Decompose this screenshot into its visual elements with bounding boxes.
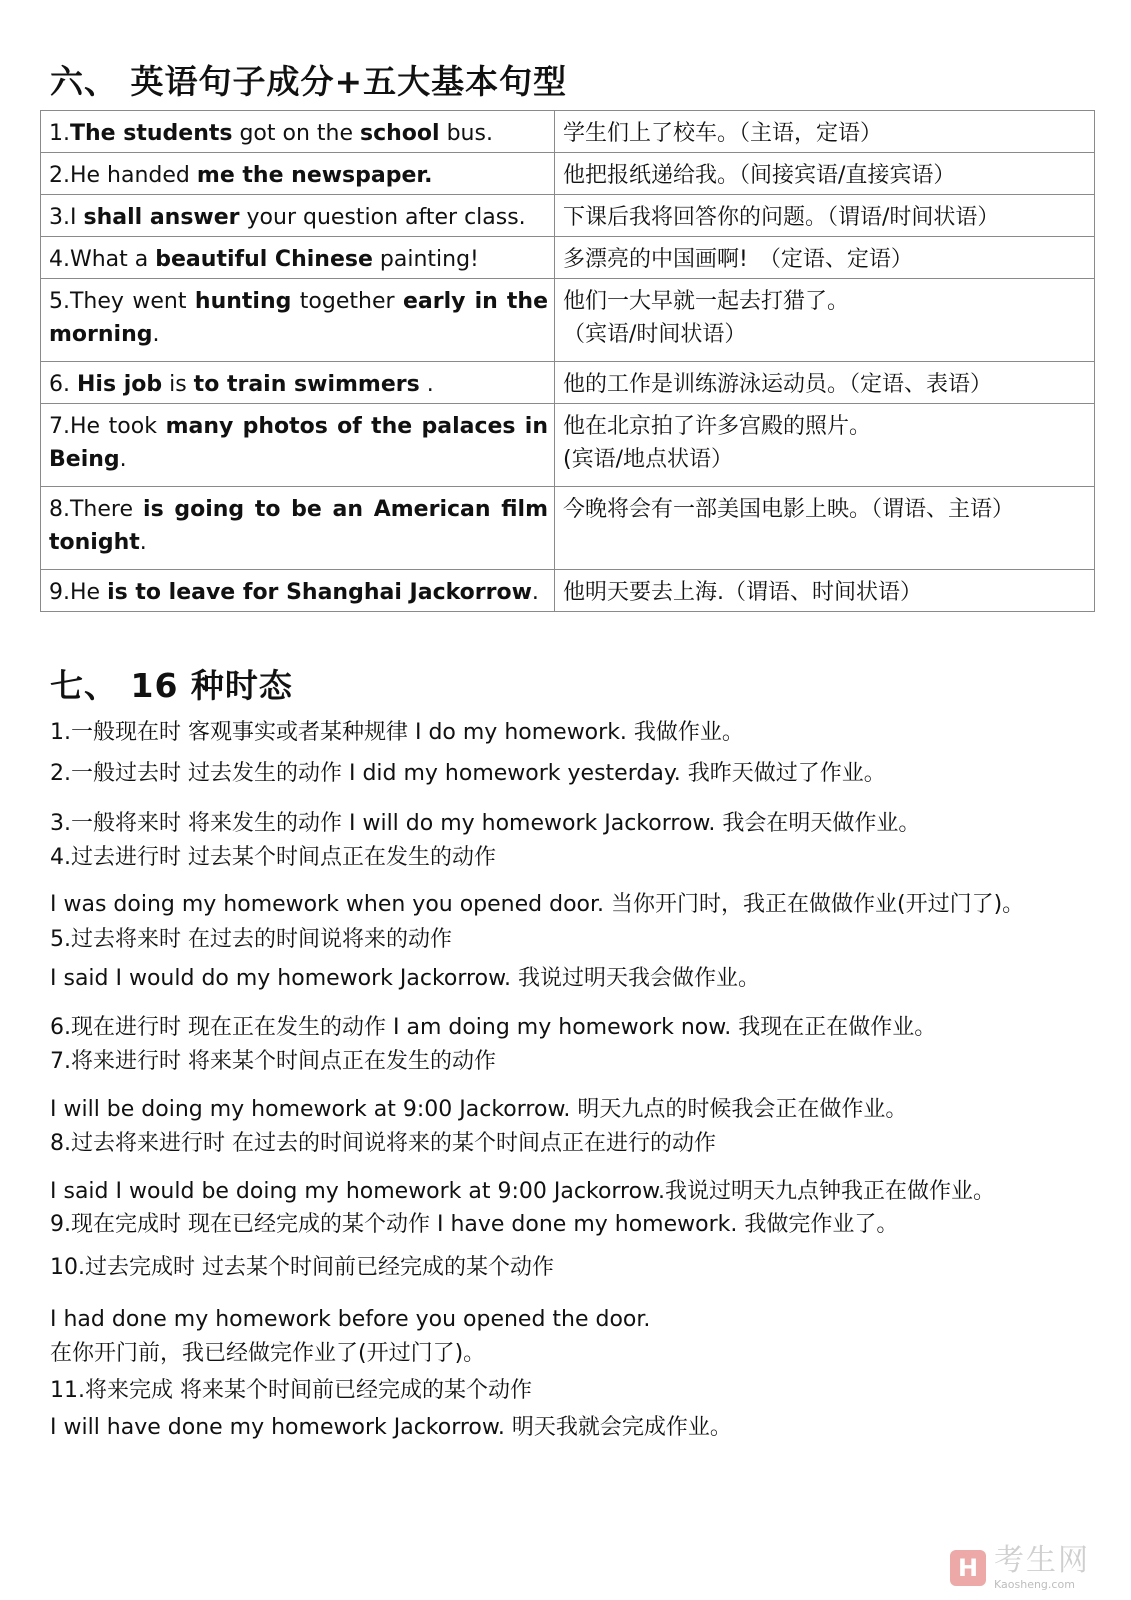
english-sentence <box>41 237 555 279</box>
sentence-text: . <box>139 530 147 555</box>
chinese-translation: 他们一大早就一起去打猎了。 （宾语/时间状语） <box>555 279 1095 362</box>
chinese-translation: 多漂亮的中国画啊! （定语、定语） <box>555 237 1095 279</box>
sentence-text: . <box>152 322 160 347</box>
sentence-text: 6. <box>49 372 77 397</box>
emphasized-text: early in the morning <box>49 289 548 347</box>
emphasized-text: many photos of the palaces in Being <box>49 414 549 472</box>
english-sentence <box>41 570 555 612</box>
chinese-translation: 今晚将会有一部美国电影上映。（谓语、主语） <box>555 487 1095 570</box>
logo-domain: Kaosheng.com <box>994 1578 1075 1591</box>
section-6-title: 六、 英语句子成分+五大基本句型 <box>50 62 568 101</box>
emphasized-text: hunting <box>194 289 292 314</box>
tense-line: 8.过去将来进行时 在过去的时间说将来的某个时间点正在进行的动作 <box>50 1131 716 1156</box>
tense-line: 5.过去将来时 在过去的时间说将来的动作 <box>50 927 452 952</box>
sentence-text: your question after class. <box>239 205 526 230</box>
table-row <box>41 487 1095 570</box>
sentence-text: got on the <box>232 121 360 146</box>
emphasized-text: shall answer <box>83 205 240 230</box>
sentence-text: 1. <box>49 121 70 146</box>
sentence-components-table <box>40 110 1095 612</box>
sentence-text: 4.What a <box>49 247 156 272</box>
tense-line: 3.一般将来时 将来发生的动作 I will do my homework Jackorrow. 我会在明天做作业。 <box>50 811 921 836</box>
table-row <box>41 111 1095 153</box>
chinese-translation: 下课后我将回答你的问题。（谓语/时间状语） <box>555 195 1095 237</box>
tense-line: 在你开门前，我已经做完作业了(开过门了)。 <box>50 1341 486 1366</box>
chinese-translation: 学生们上了校车。（主语，定语） <box>555 111 1095 153</box>
sentence-text: is <box>162 372 194 397</box>
sentence-text: bus. <box>439 121 493 146</box>
sentence-text: 2.He handed <box>49 163 197 188</box>
sentence-text: . <box>531 580 539 605</box>
logo-name: 考生网 <box>994 1543 1090 1578</box>
english-sentence <box>41 404 555 487</box>
emphasized-text: His job <box>76 372 163 397</box>
table-row <box>41 279 1095 362</box>
tense-line: 7.将来进行时 将来某个时间点正在发生的动作 <box>50 1049 496 1074</box>
chinese-translation: 他把报纸递给我。（间接宾语/直接宾语） <box>555 153 1095 195</box>
tense-line: 10.过去完成时 过去某个时间前已经完成的某个动作 <box>50 1255 554 1280</box>
emphasized-text: is going to be an American film tonight <box>49 497 548 555</box>
english-sentence <box>41 153 555 195</box>
emphasized-text: school <box>360 121 440 146</box>
english-sentence <box>41 279 555 362</box>
watermark-logo <box>950 1543 1090 1591</box>
tense-line: I will be doing my homework at 9:00 Jackorrow. 明天九点的时候我会正在做作业。 <box>50 1097 908 1122</box>
tense-line: 9.现在完成时 现在已经完成的某个动作 I have done my homework. 我做完作业了。 <box>50 1212 899 1237</box>
table-row <box>41 195 1095 237</box>
sentence-text: . <box>119 447 127 472</box>
tense-line: 2.一般过去时 过去发生的动作 I did my homework yesterday. 我昨天做过了作业。 <box>50 761 886 786</box>
sentence-text: 8.There <box>49 497 144 522</box>
english-sentence <box>41 195 555 237</box>
tense-line: I said I would be doing my homework at 9:00 Jackorrow.我说过明天九点钟我正在做作业。 <box>50 1179 996 1204</box>
tense-line: I was doing my homework when you opened door. 当你开门时，我正在做做作业(开过门了)。 <box>50 892 1025 917</box>
table-row <box>41 237 1095 279</box>
sentence-text: 3.I <box>49 205 84 230</box>
table-row <box>41 404 1095 487</box>
sentence-text: 7.He took <box>49 414 166 439</box>
logo-mark-icon: H <box>950 1550 986 1586</box>
tense-line: 1.一般现在时 客观事实或者某种规律 I do my homework. 我做作业。 <box>50 720 744 745</box>
emphasized-text: The students <box>70 121 233 146</box>
chinese-translation: 他的工作是训练游泳运动员。（定语、表语） <box>555 362 1095 404</box>
english-sentence <box>41 111 555 153</box>
sentence-text: painting! <box>372 247 479 272</box>
tense-line: I had done my homework before you opened the door. <box>50 1307 651 1332</box>
section-7-title: 七、 16 种时态 <box>50 666 293 705</box>
chinese-translation: 他明天要去上海.（谓语、时间状语） <box>555 570 1095 612</box>
emphasized-text: is to leave for Shanghai Jackorrow <box>107 580 532 605</box>
table-row <box>41 153 1095 195</box>
english-sentence <box>41 487 555 570</box>
english-sentence <box>41 362 555 404</box>
table-row <box>41 362 1095 404</box>
emphasized-text: me the newspaper. <box>196 163 433 188</box>
chinese-translation: 他在北京拍了许多宫殿的照片。 (宾语/地点状语） <box>555 404 1095 487</box>
table-row <box>41 570 1095 612</box>
tense-line: I said I would do my homework Jackorrow. 我说过明天我会做作业。 <box>50 966 761 991</box>
emphasized-text: beautiful Chinese <box>155 247 373 272</box>
tense-line: 6.现在进行时 现在正在发生的动作 I am doing my homework now. 我现在正在做作业。 <box>50 1015 937 1040</box>
sentence-text: 5.They went <box>49 289 195 314</box>
tense-line: 11.将来完成 将来某个时间前已经完成的某个动作 <box>50 1378 532 1403</box>
sentence-text: . <box>419 372 434 397</box>
sentence-text: together <box>291 289 403 314</box>
tense-line: I will have done my homework Jackorrow. 明天我就会完成作业。 <box>50 1415 732 1440</box>
sentence-text: 9.He <box>49 580 108 605</box>
emphasized-text: to train swimmers <box>193 372 420 397</box>
tense-line: 4.过去进行时 过去某个时间点正在发生的动作 <box>50 845 496 870</box>
